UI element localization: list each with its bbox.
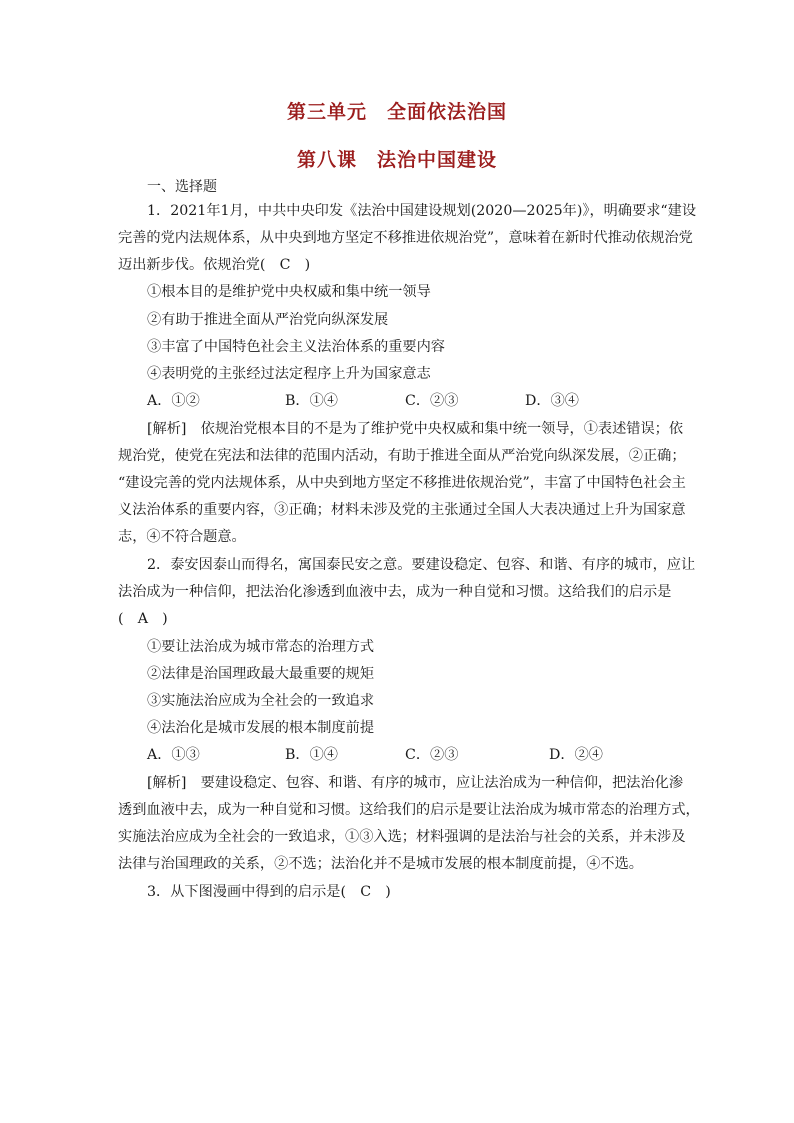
q2-analysis-line: [解析] 要建设稳定、包容、和谐、有序的城市，应让法治成为一种信仰，把法治化渗 bbox=[147, 775, 684, 791]
q1-statement: ②有助于推进全面从严治党向纵深发展 bbox=[147, 312, 389, 328]
q1-analysis-line: “建设完善的党内法规体系，从中央到地方坚定不移推进依规治党”，丰富了中国特色社会主 bbox=[118, 475, 686, 491]
q1-option-a: A．①② bbox=[147, 393, 200, 409]
q2-statement: ④法治化是城市发展的根本制度前提 bbox=[147, 720, 375, 736]
q1-options bbox=[147, 391, 707, 411]
q1-option-d: D．③④ bbox=[525, 393, 579, 409]
q2-stem-line: ( A ) bbox=[118, 611, 168, 627]
q2-analysis-line: 透到血液中去，成为一种自觉和习惯。这给我们的启示是要让法治成为城市常态的治理方式， bbox=[118, 802, 700, 818]
q2-statement: ③实施法治应成为全社会的一致追求 bbox=[147, 693, 375, 709]
q2-stem-line: 法治成为一种信仰，把法治化渗透到血液中去，成为一种自觉和习惯。这给我们的启示是 bbox=[118, 584, 672, 600]
q1-statement: ③丰富了中国特色社会主义法治体系的重要内容 bbox=[147, 339, 445, 355]
q2-options bbox=[147, 745, 707, 765]
q1-option-b: B．①④ bbox=[285, 393, 338, 409]
lesson-title: 第八课 法治中国建设 bbox=[296, 149, 497, 171]
q1-stem-line: 1．2021年1月，中共中央印发《法治中国建设规划(2020—2025年)》，明确要求“建设 bbox=[147, 203, 697, 219]
q2-option-c: C．②③ bbox=[405, 747, 459, 763]
q2-option-b: B．①④ bbox=[285, 747, 338, 763]
q1-statement: ④表明党的主张经过法定程序上升为国家意志 bbox=[147, 366, 431, 382]
q2-option-d: D．②④ bbox=[549, 747, 603, 763]
q1-analysis-line: 规治党，使党在宪法和法律的范围内活动，有助于推进全面从严治党向纵深发展，②正确； bbox=[118, 448, 686, 464]
q2-analysis-line: 法律与治国理政的关系，②不选；法治化并不是城市发展的根本制度前提，④不选。 bbox=[118, 856, 643, 872]
q2-stem-line: 2．泰安因泰山而得名，寓国泰民安之意。要建设稳定、包容、和谐、有序的城市，应让 bbox=[147, 557, 696, 573]
q1-analysis-line: 志，④不符合题意。 bbox=[118, 529, 246, 545]
q1-analysis-line: [解析] 依规治党根本目的不是为了维护党中央权威和集中统一领导，①表述错误；依 bbox=[147, 421, 684, 437]
q1-option-c: C．②③ bbox=[405, 393, 459, 409]
q2-statement: ①要让法治成为城市常态的治理方式 bbox=[147, 639, 375, 655]
section-heading: 一、选择题 bbox=[147, 179, 217, 195]
q3-stem-line: 3．从下图漫画中得到的启示是( C ) bbox=[147, 884, 391, 900]
q1-stem-line: 完善的党内法规体系，从中央到地方坚定不移推进依规治党”，意味着在新时代推动依规治党 bbox=[118, 230, 693, 246]
q2-analysis-line: 实施法治应成为全社会的一致追求，①③入选；材料强调的是法治与社会的关系，并未涉及 bbox=[118, 829, 686, 845]
q1-statement: ①根本目的是维护党中央权威和集中统一领导 bbox=[147, 284, 431, 300]
q1-analysis-line: 义法治体系的重要内容，③正确；材料未涉及党的主张通过全国人大表决通过上升为国家意 bbox=[118, 502, 686, 518]
unit-title: 第三单元 全面依法治国 bbox=[286, 101, 507, 123]
q1-stem-line: 迈出新步伐。依规治党( C ) bbox=[118, 257, 311, 273]
q2-statement: ②法律是治国理政最大最重要的规矩 bbox=[147, 666, 375, 682]
q2-option-a: A．①③ bbox=[147, 747, 200, 763]
